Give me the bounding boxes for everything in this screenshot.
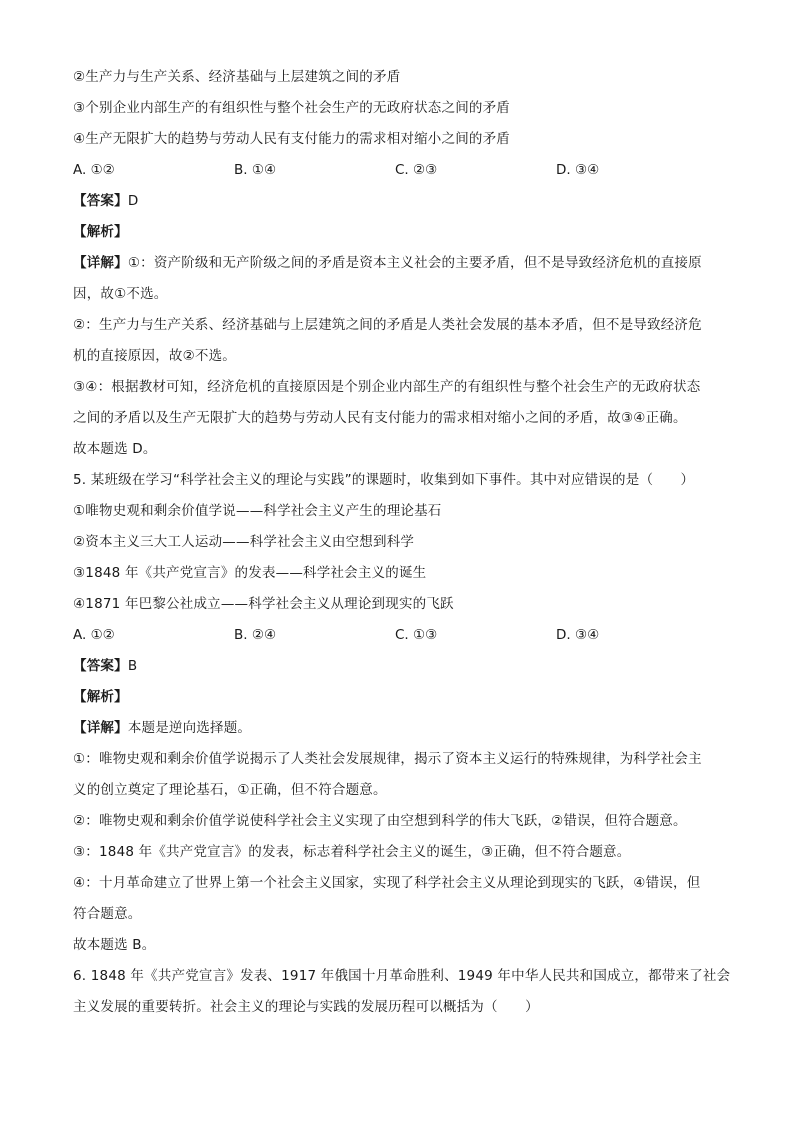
q5-answer [73,651,723,682]
q5-detail-4a: ④：十月革命建立了世界上第一个社会主义国家，实现了科学社会主义从理论到现实的飞跃，④错误，但 [73,875,701,891]
q5-detail-2: ②：唯物史观和剩余价值学说使科学社会主义实现了由空想到科学的伟大飞跃，②错误，但符合题意。 [73,813,687,829]
q4-detail-3b: 之间的矛盾以及生产无限扩大的趋势与劳动人民有支付能力的需求相对缩小之间的矛盾，故③④正确。 [73,410,687,426]
q5-detail-intro-text: 本题是逆向选择题。 [127,720,252,736]
q4-conclusion: 故本题选 D。 [73,441,157,457]
q5-options [73,620,723,651]
q4-options [73,155,723,186]
q5-option-c: C. ①③ [395,627,438,643]
q5-detail-intro [73,713,723,744]
q4-item-3: ③个别企业内部生产的有组织性与整个社会生产的无政府状态之间的矛盾 [73,100,511,116]
q5-item-4: ④1871 年巴黎公社成立——科学社会主义从理论到现实的飞跃 [73,596,454,612]
q5-detail-3: ③：1848 年《共产党宣言》的发表，标志着科学社会主义的诞生，③正确，但不符合题意。 [73,844,631,860]
q6-stem-b: 主义发展的重要转折。社会主义的理论与实践的发展历程可以概括为（ ） [73,999,539,1015]
q5-detail-tag: 【详解】 [73,720,128,736]
q4-detail-2b: 机的直接原因，故②不选。 [73,348,237,364]
q4-detail-3a: ③④：根据教材可知，经济危机的直接原因是个别企业内部生产的有组织性与整个社会生产的无政府状态 [73,379,701,395]
q4-option-d: D. ③④ [556,162,600,178]
q5-item-1: ①唯物史观和剩余价值学说——科学社会主义产生的理论基石 [73,503,442,519]
q5-analysis-tag: 【解析】 [73,689,128,705]
q4-detail-1a-text: ①：资产阶级和无产阶级之间的矛盾是资本主义社会的主要矛盾，但不是导致经济危机的直接原 [127,255,702,271]
q5-conclusion: 故本题选 B。 [73,937,156,953]
q5-stem: 5. 某班级在学习“科学社会主义的理论与实践”的课题时，收集到如下事件。其中对应错误的是（ ） [73,472,695,488]
q4-detail-1b: 因，故①不选。 [73,286,168,302]
q4-item-2: ②生产力与生产关系、经济基础与上层建筑之间的矛盾 [73,69,401,85]
q5-answer-value: B [127,658,138,674]
q5-item-3: ③1848 年《共产党宣言》的发表——科学社会主义的诞生 [73,565,427,581]
q4-answer-tag: 【答案】 [73,193,128,209]
q4-option-b: B. ①④ [234,162,277,178]
document-page [73,62,731,1023]
q5-item-2: ②资本主义三大工人运动——科学社会主义由空想到科学 [73,534,415,550]
q4-analysis-tag: 【解析】 [73,224,128,240]
q5-option-a: A. ①② [73,627,115,643]
q4-detail-tag: 【详解】 [73,255,128,271]
q4-detail-2a: ②：生产力与生产关系、经济基础与上层建筑之间的矛盾是人类社会发展的基本矛盾，但不是导致经济危 [73,317,702,333]
q4-item-4: ④生产无限扩大的趋势与劳动人民有支付能力的需求相对缩小之间的矛盾 [73,131,511,147]
q4-option-c: C. ②③ [395,162,438,178]
q6-stem-a: 6. 1848 年《共产党宣言》发表、1917 年俄国十月革命胜利、1949 年中华人民共和国成立，都带来了社会 [73,968,731,984]
q4-answer [73,186,723,217]
q4-detail-1a [73,248,723,279]
q5-option-d: D. ③④ [556,627,600,643]
q4-answer-value: D [127,193,139,209]
q5-option-b: B. ②④ [234,627,277,643]
q5-detail-4b: 符合题意。 [73,906,142,922]
q5-detail-1b: 义的创立奠定了理论基石，①正确，但不符合题意。 [73,782,387,798]
q5-answer-tag: 【答案】 [73,658,128,674]
q4-option-a: A. ①② [73,162,115,178]
q5-detail-1a: ①：唯物史观和剩余价值学说揭示了人类社会发展规律，揭示了资本主义运行的特殊规律，为科学社会主 [73,751,702,767]
